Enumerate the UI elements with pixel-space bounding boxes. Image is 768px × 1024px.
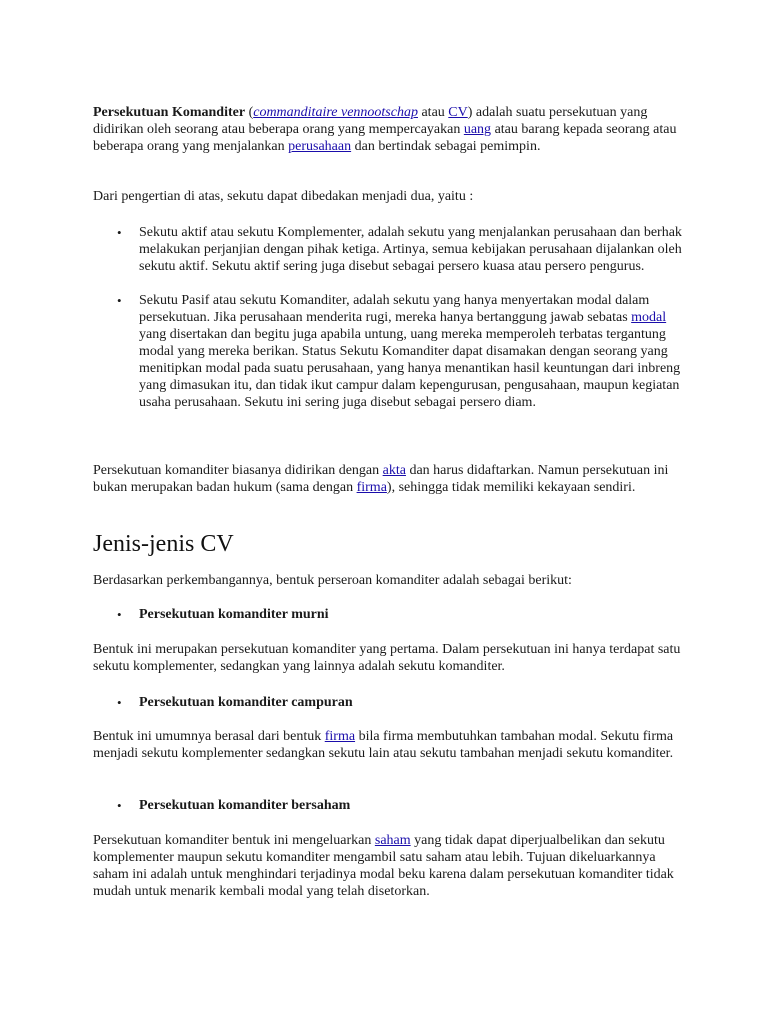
bullet-icon: •	[117, 607, 122, 622]
bullet-icon: •	[117, 293, 122, 308]
term-persekutuan-komanditer: Persekutuan Komanditer	[93, 105, 246, 120]
campuran-description: Bentuk ini umumnya berasal dari bentuk firma bila firma membutuhkan tambahan modal. Sekutu firma menjadi sekutu komplementer sedangkan sekutu lain atau sekutu tambahan menjadi sekutu komanditer.	[93, 729, 674, 761]
list-item-sekutu-aktif: • Sekutu aktif atau sekutu Komplementer, adalah sekutu yang menjalankan perusahaan dan berhak melakukan perjanjian dengan pihak ketiga. Artinya, semua kebijakan perusahaan dijalankan oleh sekutu aktif. Sekutu aktif sering juga disebut sebagai persero kuasa atau persero pengurus.	[117, 225, 682, 274]
murni-description: Bentuk ini merupakan persekutuan komanditer yang pertama. Dalam persekutuan ini hanya terdapat satu sekutu komplementer, sedangkan yang lainnya adalah sekutu komanditer.	[93, 642, 681, 674]
definition-paragraph: Dari pengertian di atas, sekutu dapat dibedakan menjadi dua, yaitu :	[93, 189, 474, 204]
list-item-campuran-title: • Persekutuan komanditer campuran	[117, 695, 353, 710]
link-firma-campuran[interactable]: firma	[324, 729, 356, 744]
link-firma[interactable]: firma	[356, 480, 387, 495]
jenis-intro-paragraph: Berdasarkan perkembangannya, bentuk perseroan komanditer adalah sebagai berikut:	[93, 573, 572, 588]
bersaham-description: Persekutuan komanditer bentuk ini mengeluarkan saham yang tidak dapat diperjualbelikan dan sekutu komplementer maupun sekutu komanditer mengambil satu saham atau lebih. Tujuan dikeluarkannya saham ini adalah untuk menghindari terjadinya modal beku karena dalam persekutuan komanditer tidak mudah untuk menarik kembali modal yang telah disetorkan.	[93, 833, 674, 899]
link-modal[interactable]: modal	[631, 310, 667, 325]
akta-paragraph: Persekutuan komanditer biasanya didirikan dengan akta dan harus didaftarkan. Namun persekutuan ini bukan merupakan badan hukum (sama dengan firma), sehingga tidak memiliki kekayaan sendiri.	[93, 463, 669, 495]
link-commanditaire-vennootschap[interactable]: commanditaire vennootschap	[253, 105, 418, 120]
sekutu-list	[93, 224, 683, 411]
link-perusahaan[interactable]: perusahaan	[288, 139, 352, 154]
list-bersaham	[93, 797, 683, 814]
link-akta[interactable]: akta	[382, 463, 406, 478]
list-campuran	[93, 694, 683, 711]
list-item-sekutu-pasif: • Sekutu Pasif atau sekutu Komanditer, adalah sekutu yang hanya menyertakan modal dalam persekutuan. Jika perusahaan menderita rugi, mereka hanya bertanggung jawab sebatas modal yang disertakan dan begitu juga apabila untung, uang mereka memperoleh terbatas tergantung modal yang mereka berikan. Status Sekutu Komanditer dapat disamakan dengan seorang yang menitipkan modal pada suatu perusahaan, yang hanya menantikan hasil keuntungan dari inbreng yang dimasukan itu, dan tidak ikut campur dalam kepengurusan, pengusahaan, maupun kegiatan usaha perusahaan. Sekutu ini sering juga disebut sebagai persero diam.	[117, 293, 681, 410]
list-item-bersaham-title: • Persekutuan komanditer bersaham	[117, 798, 351, 813]
link-cv[interactable]: CV	[448, 105, 468, 120]
bullet-icon: •	[117, 225, 122, 240]
link-uang[interactable]: uang	[463, 122, 492, 137]
bullet-icon: •	[117, 695, 122, 710]
link-saham[interactable]: saham	[374, 833, 411, 848]
bullet-icon: •	[117, 798, 122, 813]
list-item-murni-title: • Persekutuan komanditer murni	[117, 607, 329, 622]
list-murni	[93, 606, 683, 623]
intro-paragraph: Persekutuan Komanditer (commanditaire vennootschap atau CV) adalah suatu persekutuan yang didirikan oleh seorang atau beberapa orang yang mempercayakan uang atau barang kepada seorang atau beberapa orang yang menjalankan perusahaan dan bertindak sebagai pemimpin.	[93, 105, 677, 154]
heading-jenis-jenis-cv: Jenis-jenis CV	[93, 531, 234, 557]
